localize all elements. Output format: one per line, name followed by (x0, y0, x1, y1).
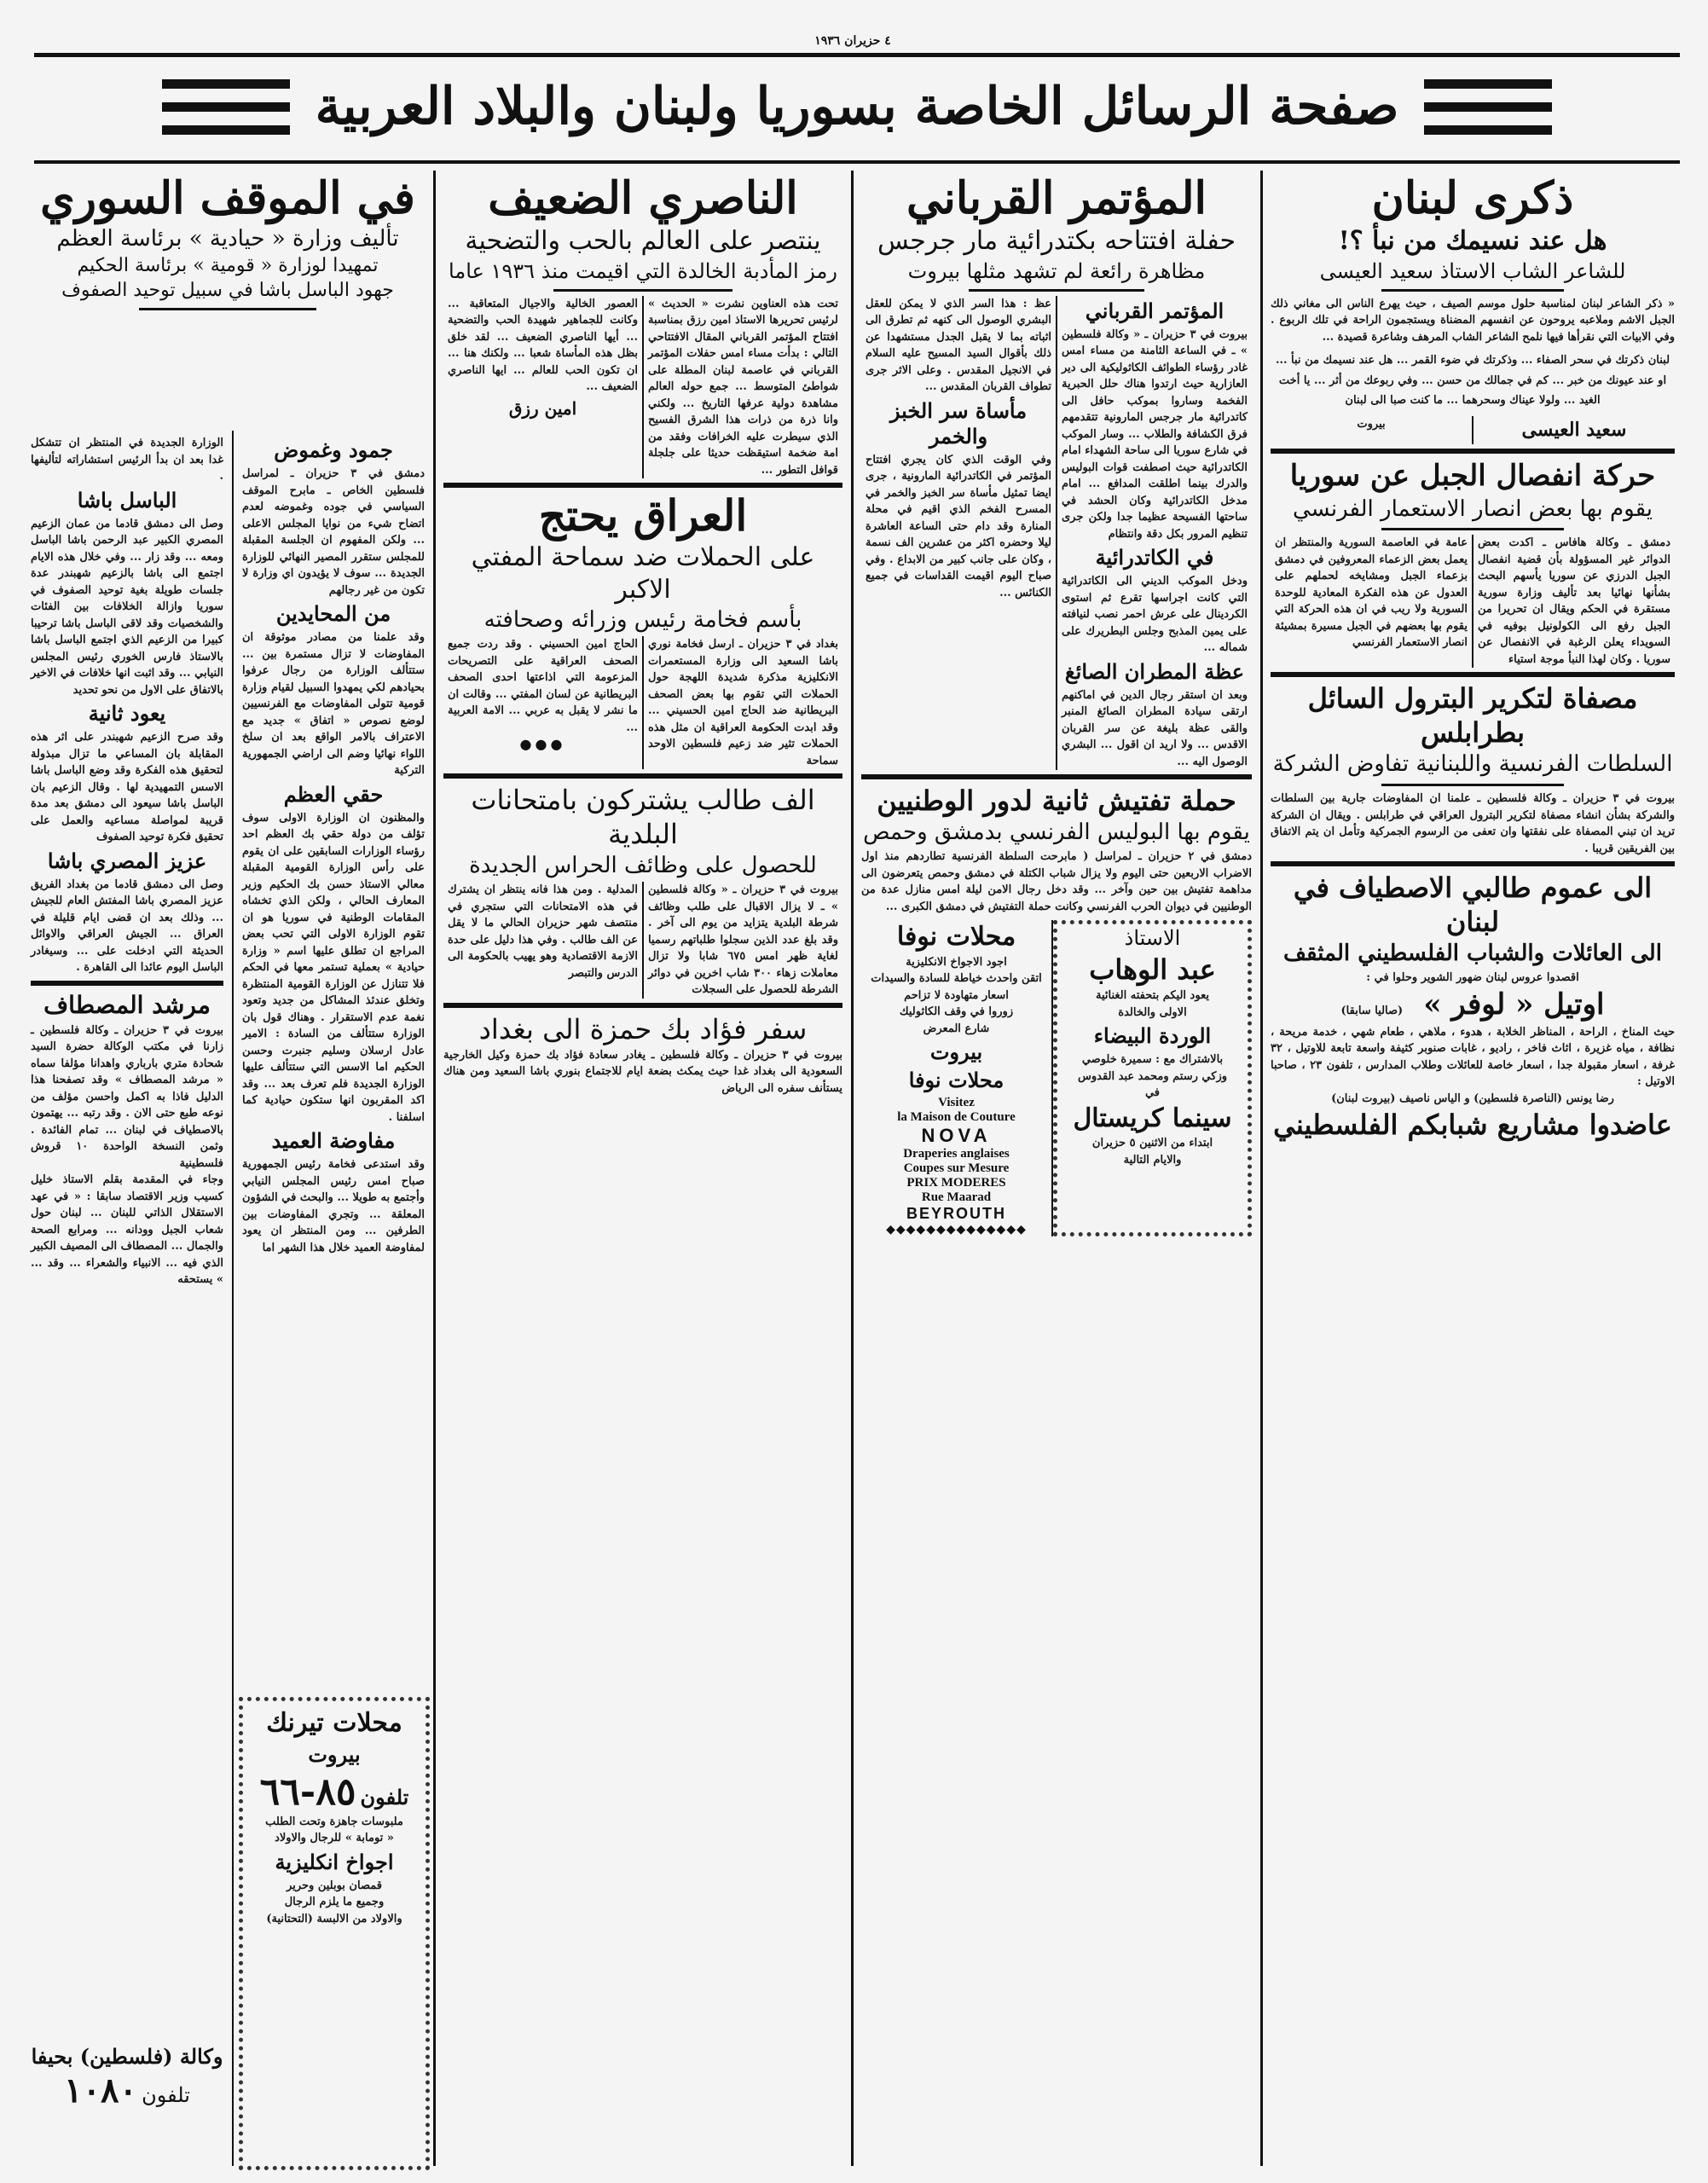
column-syrian-situation-b (237, 435, 430, 1688)
masthead-bars-right (1424, 79, 1552, 135)
section-rule (443, 483, 842, 488)
masthead-bars-left (162, 79, 290, 135)
subhead: يقوم بها بعض انصار الاستعمار الفرنسي (1293, 495, 1653, 522)
article-body: وبعد ان استقر رجال الدين في اماكنهم ارتقى سيادة المطران الصائغ المنبر والقى عظة بليغة عن سر القربان الاقدس ... ولا اريد ان اقول ... البشري الوصول اليه ... (1062, 688, 1248, 768)
top-rule (34, 53, 1680, 57)
headline-fuad-hamza: سفر فؤاد بك حمزة الى بغداد (478, 1012, 808, 1045)
section-head: جمود وغموض (274, 437, 393, 462)
ad-french-line: Coupes sur Mesure (903, 1161, 1010, 1176)
ad-film-title: الوردة البيضاء (1093, 1023, 1212, 1049)
ad-line: ملبوسات جاهزة وتحت الطلب (265, 1815, 403, 1828)
subhead: تمهيدا لوزارة « قومية » برئاسة الحكيم (77, 254, 379, 276)
nova-advertisement (861, 920, 1053, 1236)
ad-headline: الى عموم طالبي الاصطياف في لبنان (1293, 871, 1653, 939)
section-head: يعود ثانية (88, 701, 166, 726)
article-body: عامة في العاصمة السورية والمنتظر ان يعمل بعض الزعماء المعروفين في دمشق بزعماء الجبل ومشايخه لحملهم على العدول عن هذه الفكرة المعادية للوحدة السورية ولا ريب في ان هذه الحركة التي يقوم بها بعضهم في الجبل مسيرة بمشيئة انصار الاستعمار الفرنسي (1271, 535, 1474, 668)
section-rule (1271, 861, 1675, 866)
ad-line: اتقن واحدث خياطة للسادة والسيدات (871, 972, 1042, 986)
article-body: بيروت في ٣ حزيران ـ « وكالة فلسطين » ـ في الساعة الثامنة من مساء امس غادر رؤساء الطوائف الكاثوليكية الى دير العازارية حيث ارتدوا هناك حلل الحبرية الفخمة وساروا بموكب حافل الى كاتدرائية مار جرجس المارونية تتقدمهم فرق الكشافة والطلاب ... وسار الموكب في شارع سوريا الى ساحة الشهداء امام الكاتدرائية حيث اصطفت قوات البوليس والدرك بينما اطلقت المدافع ... امام مدخل الكاتدرائية وكان الحشد في ساحتها الفسيحة عظيما جدا ولكن جرى تنظيم المرور بكل دقة وانتظام (1062, 327, 1248, 541)
subhead: هل عند نسيمك من نبأ ؟! (1338, 226, 1607, 257)
ad-hotel-name: اوتيل « لوفر » (1423, 987, 1605, 1022)
poem-text: لبنان ذكرتك في سحر الصفاء ... وذكرتك في ضوء القمر ... هل عند نسيمك من نبأ ... او عند عيونك من خبر ... كم في جمالك من حسن ... وفي ربوعك من أثر ... يا أخت الغيد ... ولولا عيناك وسحرهما ... ما كنت صبا الى لبنان (1275, 354, 1670, 408)
ad-line: قمصان بوبلين وحرير (287, 1879, 382, 1892)
column-weak-nazarene (438, 171, 848, 2174)
ad-city: بيروت (308, 1741, 361, 1767)
subhead: السلطات الفرنسية واللبنانية تفاوض الشركة (1272, 751, 1673, 778)
article-body: دمشق في ٣ حزيران ـ لمراسل فلسطين الخاص ـ مابرح الموقف السياسي في جوده وغموضه لعدم اتضاح شيء من نوايا المجلس الاعلى ... ولكن المفهوم ان الجلسة المقبلة للمجلس ستقرر المصير النهائي للوزارة الجديدة ... سوف لا يؤيدون اي وزارة لا تكون من غير رجالهم (242, 467, 425, 597)
article-body: بيروت في ٣ حزيران ـ وكالة فلسطين ـ زارنا في مكتب الوكالة حضرة السيد شحادة متري بارباري واهدانا مؤلفا سماه « مرشد المصطاف » وقد تصفحنا هذا الدليل فاذا به اكمل واحسن مؤلف من نوعه طبع حتى الان . وقد رتبه ... يهتمون بالاصطياف في لبنان ... تمام الفائدة . وثمن النسخة الواحدة ١٠ قروش فلسطينية (31, 1023, 223, 1170)
subhead: جهود الباسل باشا في سبيل توحيد الصفوف (61, 280, 394, 302)
subhead: بأسم فخامة رئيس وزرائه وصحافته (483, 607, 802, 634)
ad-line: زوروا في وقف الكاثوليك (899, 1005, 1014, 1019)
ad-line: الاولى والخالدة (1118, 1005, 1187, 1019)
masthead-bottom-rule (34, 160, 1680, 164)
ad-line: وكالة (فلسطين) بحيفا (31, 2044, 223, 2069)
ad-cast: بالاشتراك مع : سميرة خلوصي (1081, 1053, 1224, 1067)
article-body: العصور الخالية والاجيال المتعاقبة ... وكانت للجماهير شهيدة الحب والتضحية ... أيها الناصري الضعيف ... لقد خلق بظل هذه المأساة شعبا ... ولكنك هنا ... ان تكون الحب للعالم ... ايها الناصري الضعيف ... (448, 297, 638, 394)
ad-french-line: Visitez (938, 1096, 975, 1110)
article-body: وقد علمنا من مصادر موثوقة ان المفاوضات لا تزال مستمرة بين ... ستتألف الوزارة من رجال عرفوا بحيادهم لكي يمهدوا السبيل لقيام وزارة قومية تتولى المفاوضات مع الفرنسيين لوضع نصوص « اتفاق » جديد مع الاعتراف بالامر الواقع بعد ان سلخ اللواء نهائيا وضم الى اراضي الجمهورية التركية (242, 631, 425, 777)
ad-line: « تومابة » للرجال والاولاد (275, 1832, 394, 1844)
column-rule (433, 171, 436, 2166)
headline-search-campaign: حملة تفتيش ثانية لدور الوطنيين (877, 785, 1236, 818)
ad-french-line: Draperies anglaises (903, 1147, 1010, 1161)
ad-phone-label: تلفون (360, 1784, 409, 1810)
subhead: للحصول على وظائف الحراس الجديدة (469, 853, 817, 879)
separator (139, 308, 316, 310)
headline-tripoli-refinery: مصفاة لتكرير البترول السائل بطرابلس (1307, 682, 1638, 750)
column-rule (1260, 171, 1263, 2166)
ad-city: بيروت (929, 1039, 983, 1065)
ad-title-repeat: محلات نوفا (908, 1068, 1005, 1093)
headline-eucharistic-congress: المؤتمر القرباني (906, 172, 1207, 224)
ad-hotel-note: (صاليا سابقا) (1340, 1005, 1404, 1018)
ad-phone-label: تلفون (142, 2083, 190, 2108)
ad-date: والايام التالية (1123, 1153, 1182, 1167)
article-body: والمظنون ان الوزارة الاولى سوف تؤلف من دولة حقي بك العظم احد رؤساء الوزارات السابقين على ان يقوم على رأس الوزارة القومية المقبلة معالي الاستاذ حسن بك الحكيم وزير المعارف الحالي ، ولكن الذي تخشاه المقامات الوطنية في سوريا هو ان تقوم الوزارة الاولى التي تحب بعض المراجع ان تطلق عليها اسم « وزارة حيادية » بعملية تستمر معها في الحكم فلا تتنازل عن الوزارة القومية المنتظرة وتخلق عندئذ المشاكل من جديد وتعود نغمة عدم الاستقرار . وهناك قول بان الوزارة ستتألف من السادة : الامير عادل ارسلان وسليم جنبرت وحسن الحكيم اما الاسس التي ستتألف عليها الوزارة الجديدة فلم تعرف بعد ... وقد اكد المقربون انها ستكون حيادية كما اسلفنا . (242, 811, 425, 1124)
section-head: عزيز المصري باشا (47, 848, 207, 873)
headline-thousand-students: الف طالب يشتركون بامتحانات البلدية (471, 784, 815, 851)
ad-city-beyrouth: BEYROUTH (906, 1205, 1006, 1223)
section-rule (31, 981, 223, 986)
separator (1381, 289, 1563, 292)
place-line: بيروت (1271, 416, 1474, 445)
ad-name: عبد الوهاب (1089, 953, 1216, 987)
headline-lebanon-memory: ذكرى لبنان (1371, 172, 1574, 224)
ad-subhead: الى العائلات والشباب الفلسطيني المثقف (1283, 941, 1662, 967)
section-head: من المحايدين (275, 601, 391, 626)
article-body: ودخل الموكب الديني الى الكاتدرائية التي كانت اجراسها تقرع ثم استوى الكردينال على عرش احمر نصب لنيافته على يمين المذبح وجلس البطريرك على شماله ... (1062, 575, 1248, 655)
ad-cast: وزكي رستم ومحمد عبد القدوس (1077, 1069, 1228, 1083)
article-body: بيروت في ٣ حزيران ـ وكالة فلسطين ـ علمنا ان المفاوضات جارية بين السلطات والشركة بشأن انشاء مصفاة لتكرير البترول العراقي في طرابلس . ويقال ان الشركة تريد ان تبني المصفاة على نفقتها وان تعفى من الرسوم الجمركية وتأمل ان يتم الاتفاق بين الفريقين قريبا . (1271, 792, 1675, 855)
article-body: وصل الى دمشق قادما من بغداد الفريق عزيز المصري باشا المفتش العام للجيش ... وذلك بعد ان قضى ايام قليلة في العراق ... الجيش العراقي والاوائل الحديثة التي ادخلت على ... وسيغادر الباسل اليوم عائدا الى القاهرة . (31, 877, 223, 974)
inner-headline: المؤتمر القرباني (1085, 298, 1225, 323)
article-body: تحت هذه العناوين نشرت « الحديث » لرئيس تحريرها الاستاذ امين رزق بمناسبة افتتاح المؤتمر القرباني المقال الافتتاحي التالي : بدأت مساء امس حفلات المؤتمر القرباني في عاصمة لبنان المطلة على شواطئ المتوسط ... جمع حوله العالم مشاهدة دولية عرفها التاريخ ... ولكني وانا ذرة من ذرات هذا الشرق الفسيح الذي سيطرت عليه الخرافات وفقد من امة ضخمة استيقظت حديثا على جلجلة قوافل التطور ... (648, 297, 838, 477)
ad-line: اجود الاجواخ الانكليزية (906, 955, 1007, 969)
section-rule (443, 1003, 842, 1008)
ad-french-line: PRIX MODERES (906, 1176, 1006, 1190)
section-rule (861, 774, 1252, 779)
separator (969, 289, 1144, 292)
ad-brand-nova: NOVA (921, 1125, 992, 1147)
ad-title: الاستاذ (1124, 926, 1181, 951)
article-body: وجاء في المقدمة بقلم الاستاذ خليل كسيب وزير الاقتصاد سابقا : « في عهد الاستقلال الذاتي للبنان ... لبنان حول شعاب الجبل وودانه ... ومرابع الصحة والجمال ... المصطاف الى المصيف الكبير الذي فيه ... الانبياء والشعراء ... وقد ... » يستحقه (31, 1173, 223, 1286)
ad-line: والاولاد من الالبسة (التحتانية) (266, 1912, 402, 1925)
subhead-cathedral: في الكاتدرائية (1095, 545, 1214, 570)
ad-title: محلات تيرنك (266, 1708, 402, 1738)
ad-phone-number: ١٠٨٠ (64, 2070, 138, 2111)
ad-phone-number: ٨٥-٦٦ (259, 1769, 356, 1814)
article-body: وقد استدعى فخامة رئيس الجمهورية صباح امس رئيس المجلس النيابي وأجتمع به طويلا ... والبحث في الشؤون المعلقة ... وتجري المفاوضات بين الطرفين ... ومن المنتظر ان يعود لمفاوضة العميد خلال هذا الشهر اما (242, 1158, 425, 1254)
headline-weak-nazarene: الناصري الضعيف (488, 172, 798, 224)
article-body: المدلية . ومن هذا فانه ينتظر ان يشترك في هذه الامتحانات التي ستجري في منتصف شهر حزيران الحالي ما لا يقل عن الف طالب . وفي هذا دليل على حدة الازمة الاقتصادية وهو يهيب بالحكومة الى الدرس والتبصر (443, 882, 644, 999)
subhead: يقوم بها البوليس الفرنسي بدمشق وحمص (863, 819, 1250, 846)
end-mark: ●●● (519, 736, 566, 753)
column-syrian-situation-a (26, 435, 229, 2030)
headline-iraq-protests: العراق يحتج (538, 490, 748, 541)
column-eucharistic-congress (856, 171, 1257, 2174)
section-rule (1271, 449, 1675, 454)
masthead-title: صفحة الرسائل الخاصة بسوريا ولبنان والبلاد العربية (315, 77, 1399, 136)
ad-line: اسعار متهاودة لا تزاحم (904, 988, 1009, 1002)
hotel-advertisement (1271, 871, 1675, 1142)
ad-french-line: Rue Maarad (921, 1190, 992, 1205)
poet-signature: سعيد العيسى (1521, 418, 1627, 441)
ad-line: اقصدوا عروس لبنان ضهور الشوير وحلوا في : (1366, 970, 1579, 984)
ad-line: وجميع ما يلزم الرجال (284, 1896, 385, 1908)
article-body: عظ : هذا السر الذي لا يمكن للعقل البشري الوصول الى كنهه ثم تطرق الى اثباته بما لا يقبل الجدل مستشهدا عن ذلك بأقوال السيد المسيح عليه السلام في الانجيل المقدس . وعلى الاثر جرى تطواف القربان المقدس ... (866, 297, 1051, 394)
subhead: حفلة افتتاحه بكتدرائية مار جرجس (877, 226, 1236, 257)
tiring-advertisement (239, 1697, 430, 2170)
ad-body: حيث المناخ ، الراحة ، المناظر الخلابة ، هدوء ، ملاهي ، طعام شهي ، خدمة مريحة ، نظافة ، مياه غزيرة ، اثاث فاخر ، راديو ، غابات صنوبر كثيفة واسعة تابعة للاوتيل ، ٣٢ غرفة ، اسعار مقبولة جدا ، اسعار خاصة للعائلات وطلاب المدارس ، تلفون ٢٣ ، صاحبا الاوتيل : (1271, 1025, 1676, 1089)
article-body: وفي الوقت الذي كان يجري افتتاح المؤتمر في الكاتدرائية المارونية ، جرى ايضا تمثيل مأساة سر الخبز والخمر في المسرح الفخم الذي اقيم في محلة المنارة وقد دام حتى الساعة العاشرة ليلا وحضره اكثر من عشرين الف نسمة ، وكان على جانب كبير من الابداع . وفي صباح اليوم اقيمت القداسات في جميع الكنائس ... (866, 453, 1051, 599)
subhead: تأليف وزارة « حيادية » برئاسة العظم (56, 226, 399, 252)
subhead-bishop-sermon: عظة المطران الصائغ (1064, 658, 1245, 684)
article-body: بيروت في ٣ حزيران ـ « وكالة فلسطين » ـ لا يزال الاقبال على طلب وظائف شرطة البلدية يتزايد من يوم الى آخر . وقد بلغ عدد الذين سجلوا طلباتهم رسميا لغاية ظهر امس ٦٧٥ شابا ولا تزال معاملات زهاء ٣٠٠ شاب اخرين في دوائر الشرطة للحصول على السجلات (648, 883, 838, 997)
article-body: الوزارة الجديدة في المنتظر ان تتشكل غدا بعد ان بدأ الرئيس استشاراته لتأليفها . (31, 437, 223, 483)
section-head: حقي العظم (283, 781, 384, 807)
section-head: الباسل باشا (77, 487, 177, 512)
diamond-border: ◆◆◆◆◆◆◆◆◆◆◆◆◆◆ (886, 1223, 1027, 1237)
ad-footer: عاضدوا مشاريع شبابكم الفلسطيني (1273, 1109, 1672, 1142)
headline-syrian-situation: في الموقف السوري (40, 172, 415, 224)
author-signature: امين رزق (508, 397, 577, 419)
subhead: رمز المأدبة الخالدة التي اقيمت منذ ١٩٣٦ عاما (449, 258, 837, 283)
separator (1381, 528, 1563, 530)
section-rule (1271, 672, 1675, 677)
subhead-bread-wine: مأساة سر الخبز والخمر (889, 397, 1028, 449)
article-body: بيروت في ٣ حزيران ـ وكالة فلسطين ـ يغادر سعادة فؤاد بك حمزة وكيل الخارجية السعودية الى بغداد غدا حيث يمكث بضعة ايام للاجتماع بنوري باشا السعيد ومن هناك يستأنف سفره الى الرياض (443, 1048, 842, 1095)
article-intro: « ذكر الشاعر لبنان لمناسبة حلول موسم الصيف ، حيث يهرع الناس الى مغاني ذلك الجبل الاشم وملاعبه يروحون عن انفسهم المضناة ويستجمون الراحة في تلك الربوع . وفي الابيات التي نقرأها فيها نلمح الشاعر الشاب المرهف وشاعرة قصيدة ... (1271, 297, 1675, 344)
ad-owners: رضا يونس (الناصرة فلسطين) و الياس ناصيف (بيروت لبنان) (1331, 1092, 1614, 1105)
ad-french-line: la Maison de Couture (897, 1110, 1016, 1125)
article-body: بغداد في ٣ حزيران ـ ارسل فخامة نوري باشا السعيد الى وزارة المستعمرات الانكليزية مذكرة شديدة اللهجة حول الحملات التي تقوم بها بعض الصحف البريطانية ضد الحاج امين الحسيني ... وقد ابدت الحكومة العراقية ان مثل هذه الحملات تثير ضد زعيم فلسطين الاوحد سماحة (648, 638, 839, 767)
byline: للشاعر الشاب الاستاذ سعيد العيسى (1319, 258, 1626, 283)
article-body: دمشق في ٢ حزيران ـ لمراسل ( مابرحت السلطة الفرنسية تطاردهم منذ اول الاضراب الاربعين حتى اليوم ولا يزال شباب الكتلة في دمشق وحمص يتعرضون الى مداهمة تفتيش بين حين وآخر ... وقد دخل رجال الامن ليلة امس منازل عدة من الوطنيين في ديوان الحرب الفرنسي وكانت حملة التفتيش في دمشق الكبرى ... (861, 850, 1252, 913)
subhead: مظاهرة رائعة لم تشهد مثلها بيروت (907, 258, 1206, 283)
column-lebanon (1265, 171, 1680, 2174)
section-head: مرشد المصطاف (43, 990, 211, 1019)
separator (553, 289, 733, 292)
ad-line: شارع المعرض (923, 1022, 990, 1035)
article-body: دمشق ـ وكالة هافاس ـ اكدت بعض الدوائر غير المسؤولة بأن قضية انفصال الجبل الدرزي عن سوريا يأسهم البحث بشأنها نهائيا بعد تأليف وزارة سورية مستقرة في الحكم ويقال ان تحريرا من الجبل رفع الى الكولونيل بوفيه في السويداء يعلن الرغبة في الانفصال عن سوريا . وكان لهذا النبأ موجة استياء (1478, 536, 1670, 666)
article-body: وصل الى دمشق قادما من عمان الزعيم المصري الكبير عبد الرحمن باشا الباسل ومعه ... وقد زار ... وفي خلال هذه الايام اجتمع الى باشا بالزعيم شهبندر عدة جلسات طويلة بغية توحيد الصفوف في سوريا وازالة الخلافات بين الفئات والشخصيات وقد لاقى الباسل باشا ترحيبا كبيرا من الزعيم الذي اجتمع الباسل باشا بالاستاذ فارس الخوري رئيس المجلس النيابي ... وقد اثبت انها خلافات في الاخير بالاتفاق على الاول من نحو تحديد (31, 517, 223, 697)
article-body: الحاج امين الحسيني . وقد ردت جميع الصحف العراقية على التصريحات المزعومة التي اذاعتها احدى الصحف البريطانية عن لسان المفتي ... وقالت ان ما نشر لا يقبل به عربي ... الامة العربية ... (448, 638, 638, 734)
section-rule (443, 773, 842, 779)
masthead (34, 60, 1680, 153)
article-body: وقد صرح الزعيم شهبندر على اثر هذه المقابلة بان المساعي ما تزال مبذولة لتحقيق هذه الفكرة وقد وضع الباسل باشا الاسس التمهيدية لها . وقال الزعيم بان الباسل باشا سيعود الى دمشق بعد مدة قريبة لمواصلة مساعيه والعمل على تحقيق فكرة توحيد الصفوف (31, 731, 223, 843)
cinema-advertisement (1053, 920, 1252, 1236)
subhead: ينتصر على العالم بالحب والتضحية (465, 226, 821, 257)
section-head: مفاوضة العميد (271, 1128, 396, 1153)
ad-title: محلات نوفا (896, 922, 1016, 953)
agency-advertisement (26, 2042, 229, 2170)
ad-line: يعود اليكم بتحفته الغنائية (1096, 989, 1209, 1003)
ad-in: في (1144, 1086, 1161, 1100)
headline-block-syrian-situation (26, 171, 430, 426)
ad-cinema-name: سينما كريستال (1073, 1103, 1232, 1133)
headline-jabal-secession: حركة انفصال الجبل عن سوريا (1289, 459, 1656, 494)
ad-feature: اجواخ انكليزية (275, 1849, 394, 1874)
ad-date: ابتداء من الاثنين ٥ حزيران (1091, 1137, 1213, 1150)
issue-date: ٤ حزيران ١٩٣٦ (814, 34, 891, 48)
column-rule (851, 171, 854, 2166)
separator (1381, 784, 1563, 786)
column-rule (232, 431, 234, 2166)
subhead: على الحملات ضد سماحة المفتي الاكبر (471, 542, 815, 605)
